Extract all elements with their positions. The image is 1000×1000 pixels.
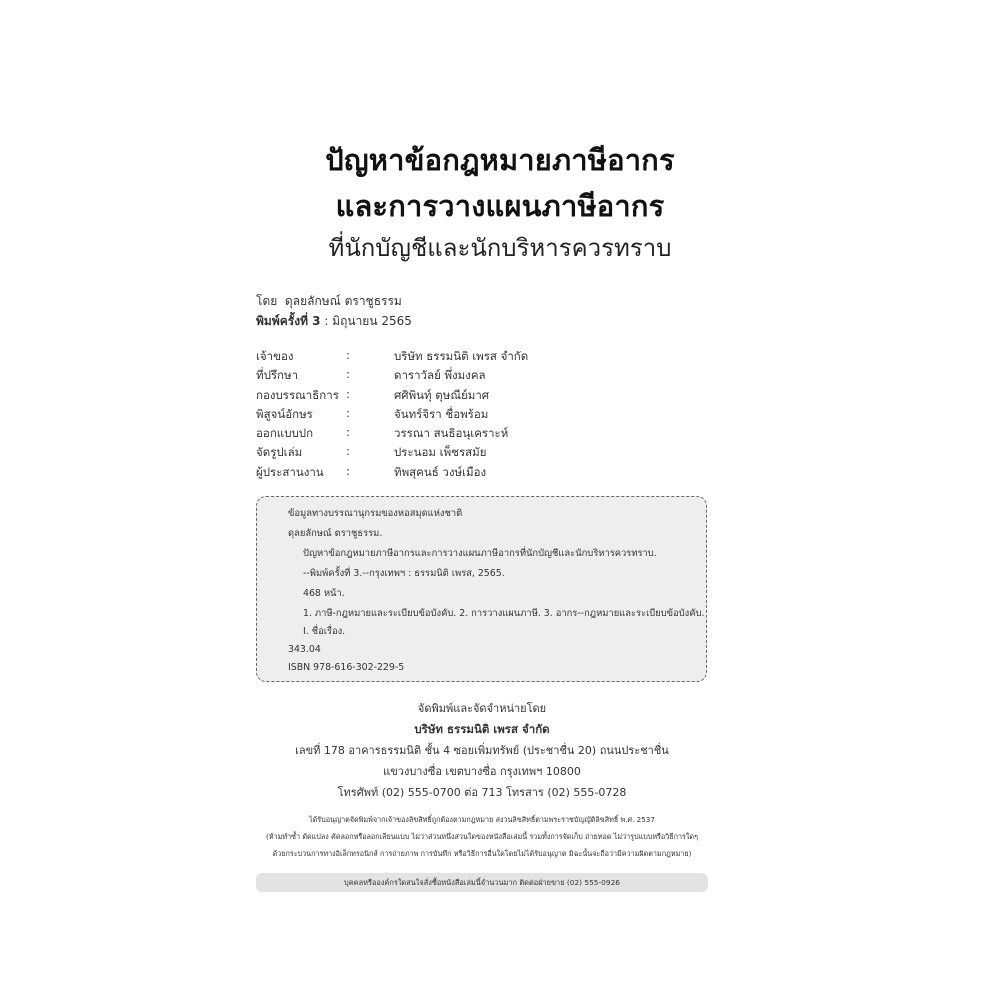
credit-role: ออกแบบปก bbox=[256, 426, 314, 441]
credit-name: ดาราวัลย์ พึ่งมงคล bbox=[394, 368, 486, 383]
credit-name: บริษัท ธรรมนิติ เพรส จำกัด bbox=[394, 349, 529, 363]
credit-role: จัดรูปเล่ม bbox=[256, 445, 303, 460]
book-title-line-1: ปัญหาข้อกฎหมายภาษีอากร bbox=[325, 143, 675, 177]
copyright-line-1: ได้รับอนุญาตจัดพิมพ์จากเจ้าของลิขสิทธิ์ถูกต้องตามกฎหมาย สงวนลิขสิทธิ์ตามพระราชบัญญัติลิขสิทธิ์ พ.ศ. 2537 bbox=[309, 815, 655, 824]
credit-row-advisor bbox=[256, 367, 716, 386]
author-line bbox=[256, 292, 402, 311]
credit-colon: : bbox=[346, 463, 350, 478]
publisher-intro: จัดพิมพ์และจัดจำหน่ายโดย bbox=[417, 702, 547, 715]
edition-label: พิมพ์ครั้งที่ 3 bbox=[256, 314, 321, 328]
credit-role: พิสูจน์อักษร bbox=[256, 406, 313, 421]
cip-classification: 343.04 bbox=[288, 644, 321, 655]
copyright-line-2: (ห้ามทำซ้ำ ดัดแปลง คัดลอกหรือลอกเลียนแบบ ไม่ว่าส่วนหนึ่งส่วนใดของหนังสือเล่มนี้ รวมทั้งการจัดเก็บ ถ่ายทอด ไม่ว่ารูปแบบหรือวิธีการใดๆ bbox=[266, 832, 698, 841]
cip-title-entry: I. ชื่อเรื่อง. bbox=[303, 626, 346, 637]
credit-row-cover-design bbox=[256, 425, 716, 444]
credit-role: กองบรรณาธิการ bbox=[256, 387, 339, 402]
credit-name: ศศิพินทุ์ ตุษณีย์มาศ bbox=[394, 387, 490, 402]
book-title-line-2: และการวางแผนภาษีอากร bbox=[335, 189, 665, 223]
author-name: ดุลยลักษณ์ ตราชูธรรม bbox=[284, 294, 402, 308]
book-subtitle: ที่นักบัญชีและนักบริหารควรทราบ bbox=[328, 234, 672, 262]
credit-name: ประนอม เพ็ชรสมัย bbox=[394, 445, 487, 460]
cip-author: ดุลยลักษณ์ ตราชูธรรม. bbox=[288, 528, 383, 539]
credit-role: ผู้ประสานงาน bbox=[256, 464, 324, 479]
publisher-name: บริษัท ธรรมนิติ เพรส จำกัด bbox=[414, 722, 550, 736]
credit-row-editorial bbox=[256, 387, 716, 406]
credit-colon: : bbox=[346, 367, 350, 382]
cip-title: ปัญหาข้อกฎหมายภาษีอากรและการวางแผนภาษีอากรที่นักบัญชีและนักบริหารควรทราบ. bbox=[303, 548, 657, 559]
credit-row-owner bbox=[256, 348, 716, 367]
publisher-address-2: แขวงบางซื่อ เขตบางซื่อ กรุงเทพฯ 10800 bbox=[383, 765, 581, 778]
credit-row-proofreading bbox=[256, 406, 716, 425]
credit-colon: : bbox=[346, 444, 350, 459]
credit-colon: : bbox=[346, 405, 350, 420]
credit-role: เจ้าของ bbox=[256, 349, 294, 363]
credit-colon: : bbox=[346, 348, 350, 362]
publisher-block bbox=[256, 698, 708, 803]
cip-imprint: --พิมพ์ครั้งที่ 3.--กรุงเทพฯ : ธรรมนิติ เพรส, 2565. bbox=[303, 568, 505, 579]
credit-name: จันทร์จิรา ชื่อพร้อม bbox=[394, 406, 489, 421]
publisher-address-1: เลขที่ 178 อาคารธรรมนิติ ชั้น 4 ซอยเพิ่มทรัพย์ (ประชาชื่น 20) ถนนประชาชื่น bbox=[295, 744, 669, 757]
bulk-order-contact-bar: บุคคลหรือองค์กรใดสนใจสั่งซื้อหนังสือเล่มนี้จำนวนมาก ติดต่อฝ่ายขาย (02) 555-0926 bbox=[256, 873, 708, 892]
copyright-line-3: ด้วยกระบวนการทางอิเล็กทรอนิกส์ การถ่ายภาพ การบันทึก หรือวิธีการอื่นใดโดยไม่ได้รับอนุญาต มิฉะนั้นจะถือว่ามีความผิดตามกฎหมาย) bbox=[272, 849, 692, 858]
author-prefix: โดย bbox=[256, 294, 278, 308]
credit-row-layout bbox=[256, 444, 716, 463]
credit-row-coordinator bbox=[256, 464, 716, 483]
cip-subjects: 1. ภาษี-กฎหมายและระเบียบข้อบังคับ. 2. การวางแผนภาษี. 3. อากร--กฎหมายและระเบียบข้อบังคับ. bbox=[303, 608, 705, 619]
edition-date: : มิถุนายน 2565 bbox=[324, 314, 412, 328]
credits-list bbox=[256, 348, 716, 483]
edition-line bbox=[256, 312, 412, 331]
cip-pages: 468 หน้า. bbox=[303, 588, 345, 599]
copyright-notice bbox=[256, 811, 708, 862]
credit-colon: : bbox=[346, 425, 350, 440]
credit-name: ทิพสุคนธ์ วงษ์เมือง bbox=[394, 464, 487, 479]
credit-name: วรรณา สนธิอนุเคราะห์ bbox=[394, 426, 509, 441]
credit-colon: : bbox=[346, 386, 350, 401]
publisher-phone: โทรศัพท์ (02) 555-0700 ต่อ 713 โทรสาร (02) 555-0728 bbox=[337, 786, 627, 799]
cataloging-in-publication-box bbox=[256, 496, 707, 682]
cip-isbn: ISBN 978-616-302-229-5 bbox=[288, 662, 405, 673]
credit-role: ที่ปรึกษา bbox=[256, 368, 299, 383]
cip-header: ข้อมูลทางบรรณานุกรมของหอสมุดแห่งชาติ bbox=[288, 508, 463, 519]
